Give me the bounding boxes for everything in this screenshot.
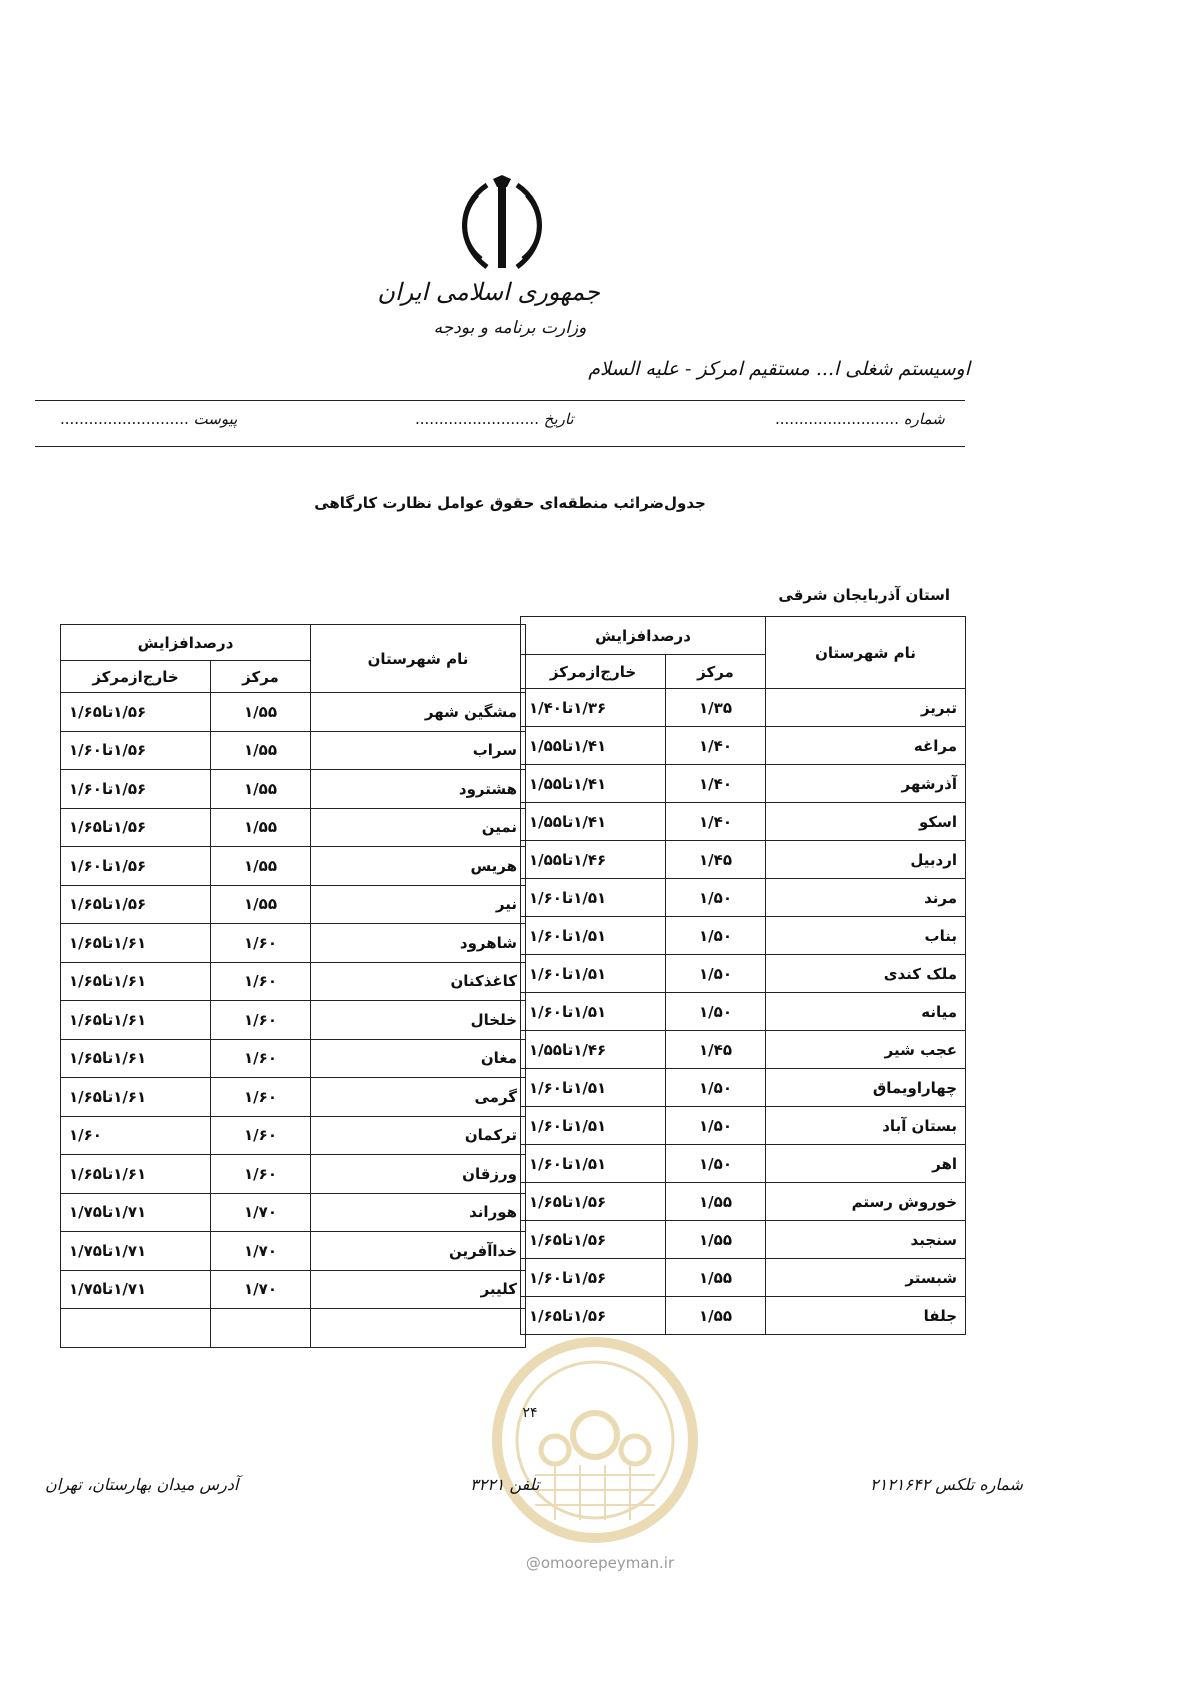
city-cell: سراب	[311, 731, 526, 770]
city-cell: ترکمان	[311, 1116, 526, 1155]
city-cell: هریس	[311, 847, 526, 886]
outside-cell: ۱/۷۱تا۱/۷۵	[61, 1270, 211, 1309]
table-row	[521, 1297, 966, 1335]
city-cell: اهر	[766, 1145, 966, 1183]
city-cell: هوراند	[311, 1193, 526, 1232]
city-cell: سنجبد	[766, 1221, 966, 1259]
center-cell: ۱/۳۵	[666, 689, 766, 727]
center-cell: ۱/۶۰	[211, 1116, 311, 1155]
attachment-label: پیوست	[193, 410, 238, 428]
outside-cell: ۱/۵۶تا۱/۶۰	[61, 731, 211, 770]
city-cell: نمین	[311, 808, 526, 847]
table-row	[521, 727, 966, 765]
table-row	[521, 993, 966, 1031]
table-row	[61, 1078, 526, 1117]
table-row	[521, 1221, 966, 1259]
center-cell: ۱/۶۰	[211, 1155, 311, 1194]
table-row	[521, 1259, 966, 1297]
outside-cell: ۱/۵۶تا۱/۶۵	[521, 1297, 666, 1335]
city-header: نام شهرستان	[766, 617, 966, 689]
header-rule-top	[35, 400, 965, 401]
city-cell: خوروش رستم	[766, 1183, 966, 1221]
city-cell: گرمی	[311, 1078, 526, 1117]
city-cell: بستان آباد	[766, 1107, 966, 1145]
coefficients-table-left	[60, 624, 526, 1348]
outside-cell: ۱/۵۱تا۱/۶۰	[521, 917, 666, 955]
city-cell: ملک کندی	[766, 955, 966, 993]
outside-header: خارج‌ازمرکز	[521, 655, 666, 689]
phone-number: تلفن ۳۲۲۱	[470, 1475, 540, 1494]
center-cell: ۱/۵۰	[666, 1107, 766, 1145]
outside-cell: ۱/۵۱تا۱/۶۰	[521, 1069, 666, 1107]
outside-cell	[61, 1309, 211, 1348]
center-cell: ۱/۴۰	[666, 727, 766, 765]
center-cell: ۱/۶۰	[211, 924, 311, 963]
outside-cell: ۱/۷۱تا۱/۷۵	[61, 1193, 211, 1232]
outside-cell: ۱/۴۱تا۱/۵۵	[521, 727, 666, 765]
page-number: ۲۴	[522, 1405, 538, 1421]
center-cell: ۱/۵۵	[211, 731, 311, 770]
center-header: مرکز	[666, 655, 766, 689]
city-cell: عجب شیر	[766, 1031, 966, 1069]
table-row	[521, 1107, 966, 1145]
city-cell: کاغذکنان	[311, 962, 526, 1001]
outside-cell: ۱/۴۶تا۱/۵۵	[521, 1031, 666, 1069]
province-name: استان آذربایجان شرقی	[778, 586, 950, 604]
outside-cell: ۱/۶۱تا۱/۶۵	[61, 1078, 211, 1117]
outside-cell: ۱/۴۶تا۱/۵۵	[521, 841, 666, 879]
outside-cell: ۱/۵۶تا۱/۶۵	[61, 885, 211, 924]
outside-cell: ۱/۶۱تا۱/۶۵	[61, 962, 211, 1001]
outside-cell: ۱/۵۶تا۱/۶۵	[61, 808, 211, 847]
center-cell: ۱/۵۵	[211, 693, 311, 732]
outside-cell: ۱/۶۱تا۱/۶۵	[61, 924, 211, 963]
center-cell: ۱/۶۰	[211, 1078, 311, 1117]
watermark-site: @omoorepeyman.ir	[525, 1554, 675, 1572]
outside-cell: ۱/۵۱تا۱/۶۰	[521, 879, 666, 917]
outside-header: خارج‌ازمرکز	[61, 661, 211, 693]
city-cell: اردبیل	[766, 841, 966, 879]
center-cell: ۱/۵۰	[666, 993, 766, 1031]
center-cell: ۱/۵۰	[666, 917, 766, 955]
center-cell: ۱/۵۰	[666, 1145, 766, 1183]
table-row	[61, 808, 526, 847]
table-row	[521, 689, 966, 727]
date-field	[415, 410, 574, 428]
center-cell: ۱/۴۵	[666, 841, 766, 879]
center-cell: ۱/۶۰	[211, 962, 311, 1001]
center-cell: ۱/۷۰	[211, 1270, 311, 1309]
outside-cell: ۱/۵۱تا۱/۶۰	[521, 1107, 666, 1145]
table-row	[61, 1193, 526, 1232]
outside-cell: ۱/۵۶تا۱/۶۵	[61, 693, 211, 732]
outside-cell: ۱/۳۶تا۱/۴۰	[521, 689, 666, 727]
number-dots: ..........................	[775, 410, 899, 428]
outside-cell: ۱/۵۶تا۱/۶۵	[521, 1183, 666, 1221]
table-row	[521, 879, 966, 917]
table-left-body	[61, 693, 526, 1348]
city-cell: خلخال	[311, 1001, 526, 1040]
city-cell: شبستر	[766, 1259, 966, 1297]
handwritten-invocation: اوسیستم شغلی ا... مستقیم امرکز - علیه السلام	[588, 358, 970, 380]
outside-cell: ۱/۶۱تا۱/۶۵	[61, 1039, 211, 1078]
date-label: تاریخ	[543, 410, 574, 428]
center-cell: ۱/۵۵	[211, 770, 311, 809]
center-cell: ۱/۷۰	[211, 1232, 311, 1271]
city-cell: آذرشهر	[766, 765, 966, 803]
omoorepeyman-stamp	[485, 1335, 705, 1545]
table-row	[61, 770, 526, 809]
center-cell: ۱/۴۰	[666, 765, 766, 803]
table-row	[521, 1069, 966, 1107]
city-cell: مرند	[766, 879, 966, 917]
attachment-dots: ...........................	[60, 410, 189, 428]
outside-cell: ۱/۵۶تا۱/۶۰	[61, 770, 211, 809]
center-header: مرکز	[211, 661, 311, 693]
ministry-name: وزارت برنامه و بودجه	[433, 318, 587, 338]
city-cell: میانه	[766, 993, 966, 1031]
center-cell: ۱/۶۰	[211, 1039, 311, 1078]
center-cell: ۱/۴۵	[666, 1031, 766, 1069]
center-cell: ۱/۵۵	[211, 885, 311, 924]
table-row	[61, 924, 526, 963]
table-row	[61, 1001, 526, 1040]
increase-header: درصدافزایش	[521, 617, 766, 655]
city-cell: اسکو	[766, 803, 966, 841]
telex-number: شماره تلکس ۲۱۲۱۶۴۲	[870, 1475, 1023, 1494]
outside-cell: ۱/۵۱تا۱/۶۰	[521, 993, 666, 1031]
center-cell: ۱/۵۰	[666, 955, 766, 993]
center-cell: ۱/۵۵	[666, 1297, 766, 1335]
city-cell: تبریز	[766, 689, 966, 727]
city-cell: جلفا	[766, 1297, 966, 1335]
table-right-body	[521, 689, 966, 1335]
center-cell: ۱/۵۵	[211, 808, 311, 847]
outside-cell: ۱/۴۱تا۱/۵۵	[521, 765, 666, 803]
center-cell: ۱/۵۰	[666, 1069, 766, 1107]
increase-header: درصدافزایش	[61, 625, 311, 661]
document-title: جدول‌ضرائب منطقه‌ای حقوق عوامل نظارت کارگاهی	[314, 494, 706, 512]
header-rule-bottom	[35, 446, 965, 447]
outside-cell: ۱/۵۱تا۱/۶۰	[521, 1145, 666, 1183]
table-row	[61, 731, 526, 770]
city-cell: کلیبر	[311, 1270, 526, 1309]
city-cell: مشگین شهر	[311, 693, 526, 732]
table-row	[61, 1155, 526, 1194]
city-cell: ورزقان	[311, 1155, 526, 1194]
outside-cell: ۱/۷۱تا۱/۷۵	[61, 1232, 211, 1271]
outside-cell: ۱/۵۶تا۱/۶۵	[521, 1221, 666, 1259]
center-cell: ۱/۵۰	[666, 879, 766, 917]
center-cell: ۱/۵۵	[666, 1183, 766, 1221]
republic-name: جمهوری اسلامی ایران	[377, 278, 600, 306]
date-dots: ..........................	[415, 410, 539, 428]
table-row	[61, 847, 526, 886]
table-row	[521, 765, 966, 803]
city-cell: چهاراویماق	[766, 1069, 966, 1107]
table-row	[61, 1116, 526, 1155]
iran-emblem	[447, 175, 557, 275]
address: آدرس میدان بهارستان، تهران	[45, 1475, 239, 1494]
center-cell	[211, 1309, 311, 1348]
center-cell: ۱/۴۰	[666, 803, 766, 841]
outside-cell: ۱/۵۶تا۱/۶۰	[61, 847, 211, 886]
table-row	[61, 1309, 526, 1348]
center-cell: ۱/۵۵	[666, 1221, 766, 1259]
center-cell: ۱/۵۵	[211, 847, 311, 886]
city-cell: هشترود	[311, 770, 526, 809]
city-header: نام شهرستان	[311, 625, 526, 693]
city-cell: مراغه	[766, 727, 966, 765]
center-cell: ۱/۵۵	[666, 1259, 766, 1297]
city-cell: خداآفرین	[311, 1232, 526, 1271]
table-row	[61, 1232, 526, 1271]
outside-cell: ۱/۶۱تا۱/۶۵	[61, 1155, 211, 1194]
table-row	[61, 693, 526, 732]
outside-cell: ۱/۵۱تا۱/۶۰	[521, 955, 666, 993]
outside-cell: ۱/۶۰	[61, 1116, 211, 1155]
table-row	[521, 803, 966, 841]
table-row	[521, 1031, 966, 1069]
number-field	[775, 410, 945, 428]
table-row	[61, 1270, 526, 1309]
city-cell: شاهرود	[311, 924, 526, 963]
table-row	[521, 917, 966, 955]
outside-cell: ۱/۵۶تا۱/۶۰	[521, 1259, 666, 1297]
number-label: شماره	[903, 410, 945, 428]
table-row	[61, 962, 526, 1001]
coefficients-table-right	[520, 616, 966, 1335]
attachment-field	[60, 410, 237, 428]
center-cell: ۱/۷۰	[211, 1193, 311, 1232]
city-cell: بناب	[766, 917, 966, 955]
table-row	[61, 1039, 526, 1078]
outside-cell: ۱/۶۱تا۱/۶۵	[61, 1001, 211, 1040]
table-row	[521, 841, 966, 879]
outside-cell: ۱/۴۱تا۱/۵۵	[521, 803, 666, 841]
city-cell: مغان	[311, 1039, 526, 1078]
table-row	[61, 885, 526, 924]
table-row	[521, 1183, 966, 1221]
center-cell: ۱/۶۰	[211, 1001, 311, 1040]
city-cell: نیر	[311, 885, 526, 924]
table-row	[521, 955, 966, 993]
table-row	[521, 1145, 966, 1183]
